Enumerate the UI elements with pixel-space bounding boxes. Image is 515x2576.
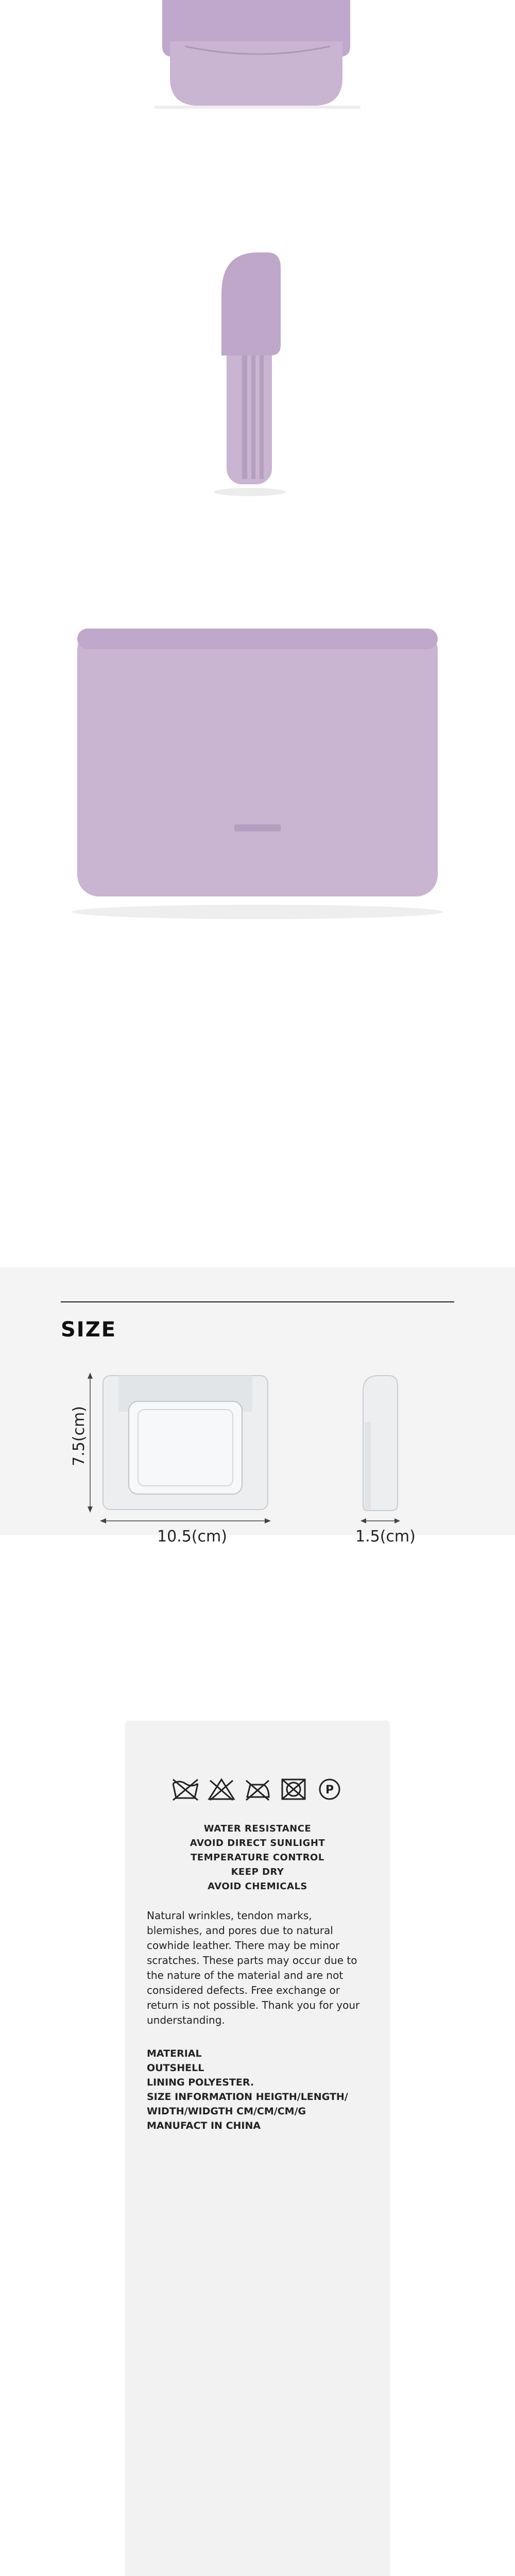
- depth-dimension-label: 1.5(cm): [355, 1528, 416, 1546]
- wallet-top-image: [0, 0, 515, 124]
- svg-text:P: P: [325, 1784, 334, 1797]
- disclaimer-line: the nature of the material and are not: [147, 1969, 344, 1981]
- wallet-side-image: [0, 175, 515, 510]
- disclaimer-line: return is not possible. Thank you for your: [147, 1999, 360, 2011]
- size-title: SIZE: [61, 1318, 117, 1342]
- disclaimer-line: Natural wrinkles, tendon marks,: [147, 1909, 312, 1922]
- care-label-content: [147, 1736, 368, 2133]
- material-line: OUTSHELL: [147, 2062, 204, 2074]
- care-line: TEMPERATURE CONTROL: [191, 1852, 324, 1863]
- material-line: SIZE INFORMATION HEIGTH/LENGTH/: [147, 2091, 348, 2103]
- width-dimension-label: 10.5(cm): [157, 1528, 227, 1546]
- product-photo-top: [0, 0, 515, 124]
- care-instructions: [147, 1822, 368, 1894]
- care-symbols: [147, 1777, 368, 1801]
- product-photo-side: [0, 175, 515, 510]
- material-line: WIDTH/WIDGTH CM/CM/CM/G: [147, 2106, 306, 2117]
- disclaimer-line: blemishes, and pores due to natural: [147, 1924, 333, 1937]
- no-iron-icon: [243, 1777, 272, 1801]
- material-line: LINING POLYESTER.: [147, 2077, 254, 2088]
- material-line: MANUFACT IN CHINA: [147, 2120, 261, 2131]
- disclaimer-line: cowhide leather. There may be minor: [147, 1939, 340, 1952]
- disclaimer-line: scratches. These parts may occur due to: [147, 1954, 357, 1967]
- size-top-rule: [61, 1301, 454, 1302]
- height-dimension-label: 7.5(cm): [70, 1406, 88, 1466]
- wallet-back-image: [0, 582, 515, 969]
- no-wash-icon: [171, 1777, 200, 1801]
- disclaimer-line: understanding.: [147, 2014, 225, 2026]
- no-tumble-dry-icon: [279, 1777, 308, 1801]
- no-bleach-icon: [207, 1777, 236, 1801]
- care-line: AVOID CHEMICALS: [208, 1881, 307, 1892]
- dry-clean-p-icon: [315, 1777, 344, 1801]
- leather-disclaimer: [147, 1908, 368, 2028]
- care-line: KEEP DRY: [231, 1867, 284, 1877]
- care-line: AVOID DIRECT SUNLIGHT: [190, 1838, 325, 1849]
- disclaimer-line: considered defects. Free exchange or: [147, 1984, 340, 1996]
- care-line: WATER RESISTANCE: [203, 1823, 312, 1834]
- material-info: [147, 2046, 368, 2133]
- product-photo-back: [0, 582, 515, 969]
- material-line: MATERIAL: [147, 2048, 202, 2059]
- care-label-card: [126, 1721, 389, 2576]
